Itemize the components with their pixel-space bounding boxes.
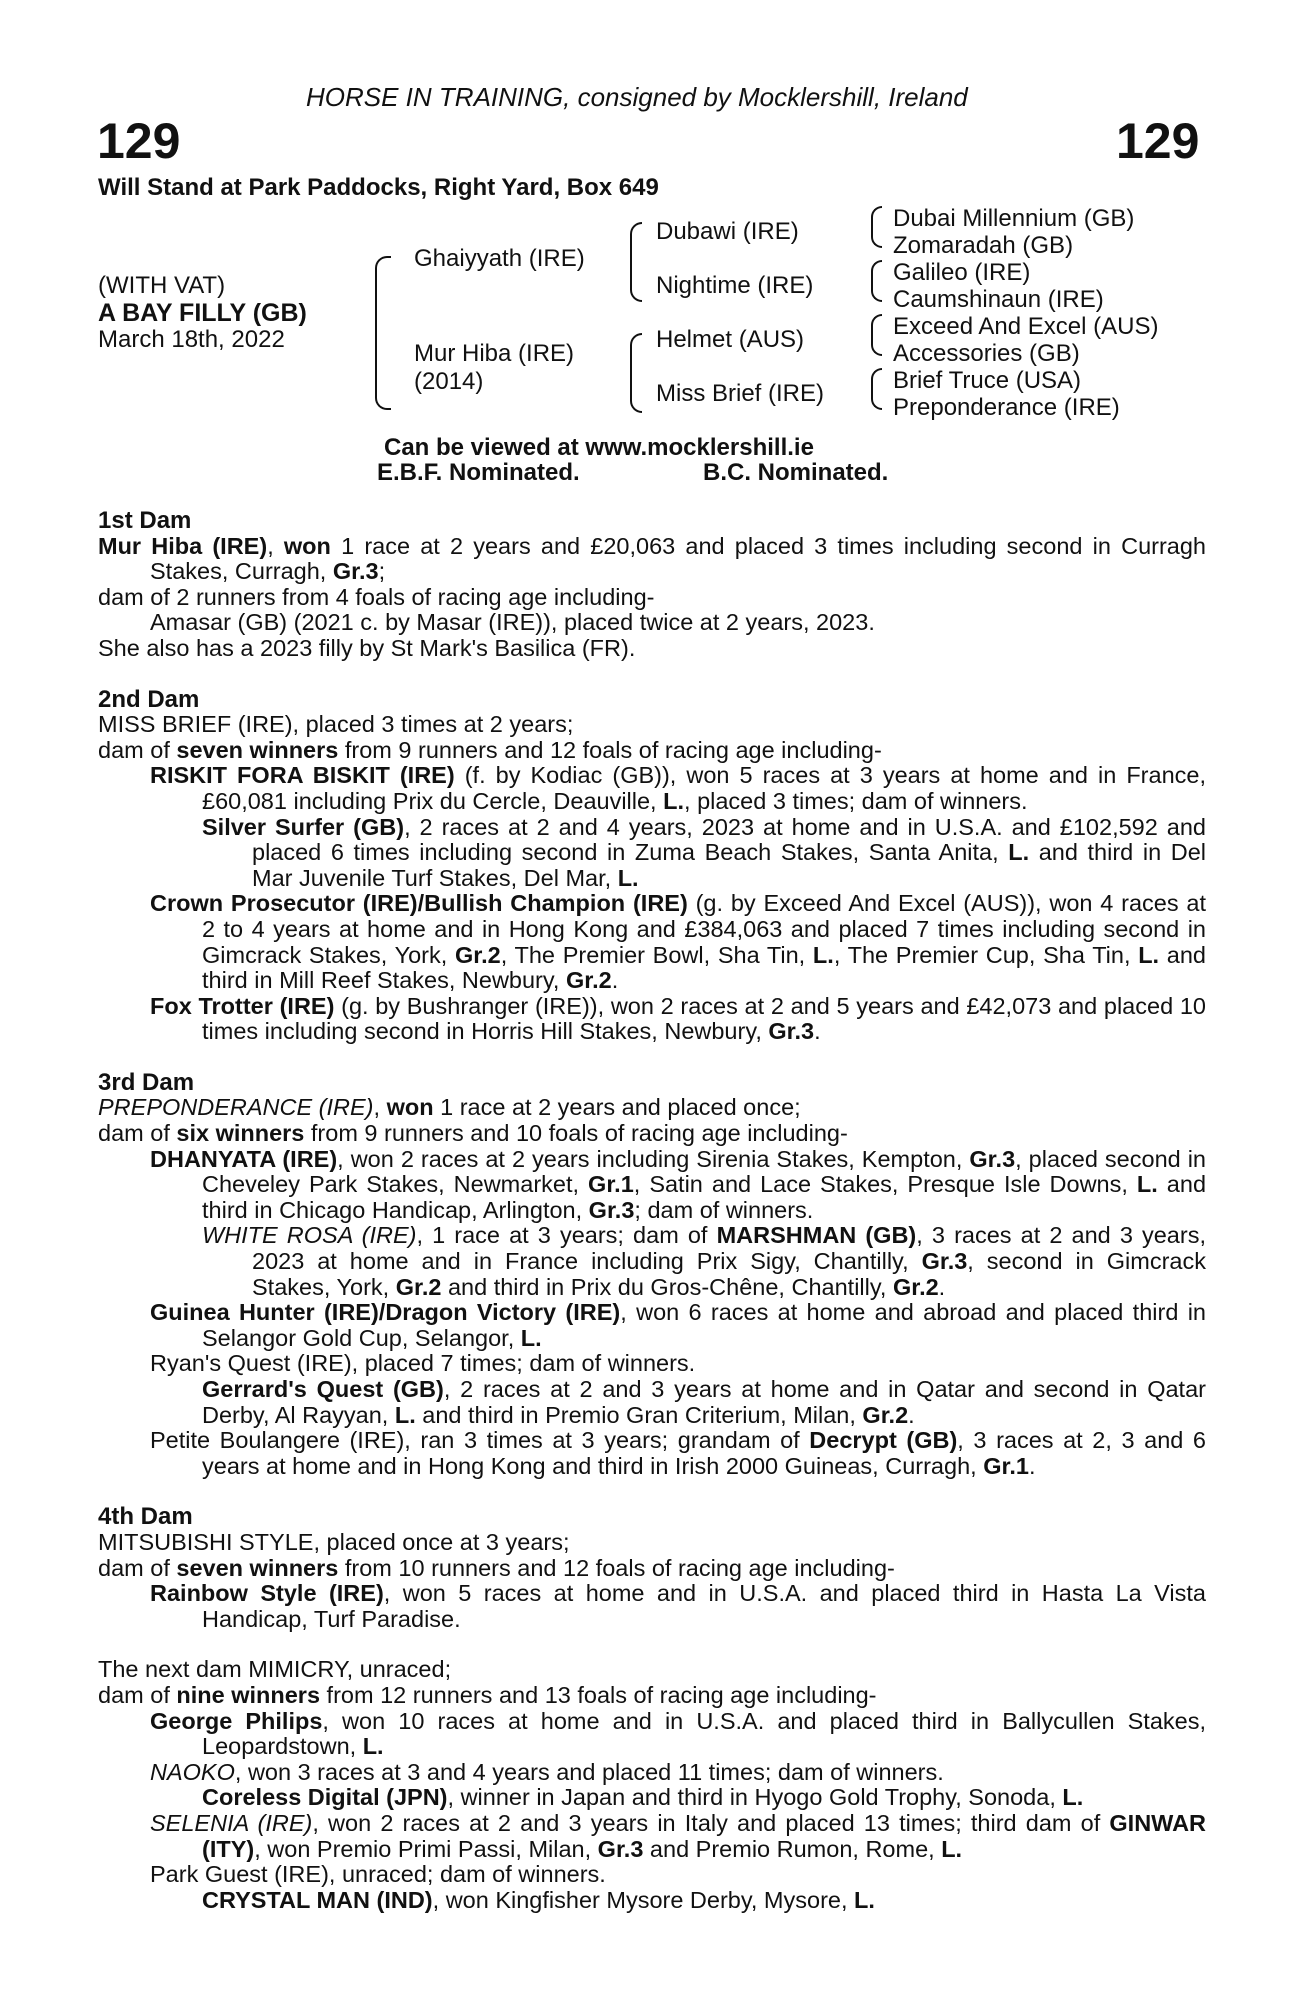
pedigree-brace-bottom [375,338,391,410]
dam1-grade: Gr.3 [332,558,379,585]
dam2-dam-of-c: from 9 runners and 12 foals of racing age including- [338,736,882,763]
vat-label: (WITH VAT) [98,272,226,299]
lot-number-left: 129 [97,113,181,169]
dhanyata-t5: ; dam of winners. [634,1196,814,1223]
rosa-name: WHITE ROSA (IRE) [202,1222,417,1249]
rosa-t1: , 1 race at 3 years; dam of [416,1222,717,1249]
silver-l2: L. [617,864,639,891]
marsh-t3: and third in Prix du Gros-Chêne, Chantilly, [441,1273,893,1300]
ss-dam: Zomaradah (GB) [893,232,1074,259]
brace-3-1b [871,228,882,248]
marsh-name: MARSHMAN (GB) [716,1222,917,1249]
petite-t3: . [1028,1452,1036,1479]
dam3-produce-rosa [98,1223,1206,1300]
dam3-dam-of [98,1121,1206,1147]
brace-3-3b [871,336,882,356]
riskit-t1: (f. by Kodiac (GB)), won 5 races at 3 years at home and in France, £60,081 including Prix du Cercle, Deauville, [202,762,1206,814]
ds-sire: Exceed And Excel (AUS) [893,313,1159,340]
dam1-name: Mur Hiba (IRE) [98,532,268,559]
catalogue-header: HORSE IN TRAINING, consigned by Mocklershill, Ireland [306,82,968,112]
dam2-produce-fox [98,994,1206,1045]
dhanyata-t1: , won 2 races at 2 years including Sirenia Stakes, Kempton, [337,1145,970,1172]
brace-3-4b [871,390,882,410]
dam1-heading: 1st Dam [98,507,192,534]
dam3-produce-dhanyata [98,1147,1206,1224]
brace-3-2a [871,260,882,284]
crown-gr2: Gr.2 [565,967,612,994]
dam3-heading: 3rd Dam [98,1068,195,1096]
silver-t2: and third in Del Mar Juvenile Turf Stakes, Del Mar, [252,839,1206,891]
dhanyata-t3: , Satin and Lace Stakes, Presque Isle Downs, [633,1171,1137,1198]
dam-sire: Helmet (AUS) [656,326,805,353]
marsh-g1: Gr.3 [921,1248,968,1275]
horse-name: A BAY FILLY (GB) [98,299,307,327]
crystal-l: L. [854,1886,875,1913]
nextdam-winners: nine winners [176,1681,321,1708]
gerrard-l: L. [394,1401,416,1428]
gerrard-g: Gr.2 [862,1401,909,1428]
dhanyata-t4: and third in Chicago Handicap, Arlington, [202,1171,1207,1223]
fox-t2: . [814,1018,821,1045]
sire-sire: Dubawi (IRE) [656,218,799,245]
dam1-also: She also has a 2023 filly by St Mark's Basilica (FR). [98,634,636,661]
gerrard-t1: , 2 races at 2 and 3 years at home and in Qatar and second in Qatar Derby, Al Rayyan, [202,1376,1206,1428]
dam3-produce-gerrard [98,1377,1206,1428]
dam3-winners: six winners [176,1120,305,1147]
dhanyata-g2: Gr.1 [588,1171,634,1198]
petite-g: Gr.1 [983,1452,1029,1479]
dam3-produce-ryan: Ryan's Quest (IRE), placed 7 times; dam of winners. [150,1350,696,1377]
dam4-heading: 4th Dam [98,1503,193,1531]
nextdam-dam-of-a: dam of [98,1681,177,1708]
ds-dam: Accessories (GB) [893,340,1080,367]
crown-gr1: Gr.2 [454,941,501,968]
dam-records [98,508,1206,1913]
dam-year: (2014) [414,368,484,395]
ebf-note: E.B.F. Nominated. [377,459,580,486]
sire-dam: Nightime (IRE) [656,272,814,299]
ss-sire: Dubai Millennium (GB) [893,205,1135,232]
dam1-record: Mur Hiba (IRE), won 1 race at 2 years and £20,063 and placed 3 times including second in Curragh Stakes, Curragh, Gr.3; [98,532,1207,585]
gerrard-t2: and third in Premio Gran Criterium, Milan, [415,1401,863,1428]
dam4-winners: seven winners [176,1554,339,1581]
dd-sire: Brief Truce (USA) [893,367,1082,394]
george-name: George Philips [150,1707,323,1734]
dam2-dam-of-a: dam of [98,736,177,763]
naoko-t1: , won 3 races at 3 and 4 years and placed 11 times; dam of winners. [234,1758,944,1785]
dam3-won: won [386,1094,434,1121]
dam3-dam-of-c: from 9 runners and 10 foals of racing age including- [304,1120,848,1147]
dam1-dam-of: dam of 2 runners from 4 foals of racing age including- [98,583,655,610]
riskit-l: L. [663,787,685,814]
crown-t2: , The Premier Bowl, Sha Tin, [500,941,813,968]
crown-t4: and third in Mill Reef Stakes, Newbury, [202,941,1207,994]
coreless-l: L. [1062,1784,1084,1811]
petite-t1: Petite Boulangere (IRE), ran 3 times at 3 years; grandam of [150,1427,810,1454]
sd-sire: Galileo (IRE) [893,259,1031,286]
marsh-t2: , second in Gimcrack Stakes, York, [252,1248,1207,1300]
dam2-heading: 2nd Dam [98,685,200,713]
dam2-desc: MISS BRIEF (IRE), placed 3 times at 2 years; [98,711,574,738]
brace-3-1a [871,206,882,230]
riskit-name: RISKIT FORA BISKIT (IRE) [150,762,455,789]
bc-note: B.C. Nominated. [703,459,889,486]
dam1-text-end: ; [378,558,386,585]
sd-dam: Caumshinaun (IRE) [893,286,1104,313]
dam2-produce-riskit [98,763,1206,814]
dam2-produce-crown [98,891,1206,993]
dam2-winners: seven winners [176,736,339,763]
dam1-won: won [283,532,331,559]
crystal-t1: , won Kingfisher Mysore Derby, Mysore, [432,1886,855,1913]
dam3-name: PREPONDERANCE (IRE) [98,1094,374,1121]
crystal-name: CRYSTAL MAN (IND) [202,1886,433,1913]
fox-t1: (g. by Bushranger (IRE)), won 2 races at 2 and 5 years and £42,073 and placed 10 times including second in Horris Hill Stakes, Newbury, [202,992,1206,1045]
dam4-desc: MITSUBISHI STYLE, placed once at 3 years; [98,1528,570,1555]
gerrard-name: Gerrard's Quest (GB) [202,1376,444,1402]
decrypt-name: Decrypt (GB) [809,1427,958,1454]
lot-number-right: 129 [1116,113,1200,169]
dam4-produce-rainbow [98,1581,1206,1632]
ginwar-name: GINWAR (ITY) [202,1809,1207,1862]
sire-line-brace-bottom [630,268,642,302]
ginwar-t2: and Premio Rumon, Rome, [643,1835,942,1862]
dam4-dam-of-c: from 10 runners and 12 foals of racing age including- [338,1554,895,1581]
marsh-g2: Gr.2 [395,1273,442,1300]
dam3-produce-guinea [98,1300,1206,1351]
selenia-name: SELENIA (IRE) [150,1809,313,1836]
dam4-dam-of-a: dam of [98,1554,177,1581]
nextdam-produce-naoko [98,1760,1206,1786]
dd-dam: Preponderance (IRE) [893,394,1120,421]
rainbow-t1: , won 5 races at home and in U.S.A. and placed third in Hasta La Vista Handicap, Turf Paradise. [202,1580,1207,1632]
nextdam-produce-park: Park Guest (IRE), unraced; dam of winners. [150,1861,606,1888]
dam-dam: Miss Brief (IRE) [656,380,824,407]
rainbow-name: Rainbow Style (IRE) [150,1580,384,1607]
crown-t5: . [611,967,619,994]
foaling-date: March 18th, 2022 [98,326,285,353]
nextdam-desc: The next dam MIMICRY, unraced; [98,1656,452,1683]
brace-3-3a [871,314,882,338]
silver-t1: , 2 races at 2 and 4 years, 2023 at home and in U.S.A. and £102,592 and placed 6 times including second in Zuma Beach Stakes, Santa Anita, [252,813,1206,866]
silver-name: Silver Surfer (GB) [202,813,405,840]
fox-name: Fox Trotter (IRE) [150,992,335,1019]
crown-t3: , The Premier Cup, Sha Tin, [833,941,1139,968]
coreless-name: Coreless Digital (JPN) [202,1784,448,1811]
gerrard-t3: . [908,1401,915,1428]
viewing-note: Can be viewed at www.mocklershill.ie [384,434,814,461]
coreless-t1: , winner in Japan and third in Hyogo Gold Trophy, Sonoda, [447,1784,1063,1811]
dhanyata-l: L. [1136,1171,1158,1198]
dhanyata-g1: Gr.3 [969,1145,1016,1172]
george-t1: , won 10 races at home and in U.S.A. and placed third in Ballycullen Stakes, Leopardstown, [202,1707,1206,1760]
crown-t1: (g. by Exceed And Excel (AUS)), won 4 races at 2 to 4 years at home and in Hong Kong and £384,063 and placed 7 times including second in Gimcrack Stakes, York, [202,890,1207,968]
dam3-dam-of-a: dam of [98,1120,177,1147]
brace-3-4a [871,368,882,392]
crown-l2: L. [1138,941,1160,968]
fox-gr: Gr.3 [768,1018,815,1045]
selenia-t1: , won 2 races at 2 and 3 years in Italy and placed 13 times; third dam of [312,1809,1110,1836]
guinea-t1: , won 6 races at home and abroad and placed third in Selangor Gold Cup, Selangor, [202,1299,1206,1351]
nextdam-produce-selenia [98,1811,1206,1862]
brace-3-2b [871,282,882,302]
dam2-produce-silver [98,815,1206,892]
dhanyata-name: DHANYATA (IRE) [150,1145,338,1172]
nextdam-produce-coreless [98,1785,1206,1811]
ginwar-t1: , won Premio Primi Passi, Milan, [254,1835,598,1862]
guinea-name: Guinea Hunter (IRE)/Dragon Victory (IRE) [150,1299,621,1326]
dam4-dam-of [98,1556,1206,1582]
marsh-t1: , 3 races at 2 and 3 years, 2023 at home and in France including Prix Sigy, Chantilly, [252,1222,1206,1275]
pedigree-brace-top [375,256,391,340]
sire-name: Ghaiyyath (IRE) [414,245,585,272]
ginwar-g: Gr.3 [597,1835,644,1862]
dam1-produce-amasar: Amasar (GB) (2021 c. by Masar (IRE)), placed twice at 2 years, 2023. [150,609,875,636]
nextdam-produce-crystal [98,1888,1206,1914]
dhanyata-t2: , placed second in Cheveley Park Stakes, Newmarket, [202,1145,1207,1198]
naoko-name: NAOKO [150,1758,235,1785]
dam-line-brace-bottom [630,378,642,413]
dam2-dam-of [98,738,1206,764]
dam3-t1: 1 race at 2 years and placed once; [433,1094,801,1121]
dam3-desc [98,1095,1206,1121]
dam3-sep: , [373,1094,387,1121]
nextdam-produce-george [98,1709,1206,1760]
ginwar-l: L. [941,1835,963,1862]
dam-name: Mur Hiba (IRE) [414,340,575,367]
dhanyata-g3: Gr.3 [588,1196,635,1223]
petite-t2: , 3 races at 2, 3 and 6 years at home and in Hong Kong and third in Irish 2000 Guineas, Curragh, [202,1427,1207,1479]
nextdam-dam-of-c: from 12 runners and 13 foals of racing age including- [320,1681,877,1708]
riskit-t2: , placed 3 times; dam of winners. [684,787,1028,814]
silver-l1: L. [1008,839,1030,866]
dam-line-brace-top [630,333,642,380]
george-l: L. [362,1733,384,1760]
dam3-produce-petite [98,1428,1206,1479]
marsh-g3: Gr.2 [892,1273,939,1300]
stable-location: Will Stand at Park Paddocks, Right Yard, Box 649 [98,174,659,201]
sire-line-brace-top [630,222,642,270]
marsh-t4: . [938,1273,946,1300]
nextdam-dam-of [98,1683,1206,1709]
crown-name: Crown Prosecutor (IRE)/Bullish Champion (IRE) [150,890,688,917]
dam1-text: 1 race at 2 years and £20,063 and placed 3 times including second in Curragh Stakes, Curragh, [150,532,1207,585]
crown-l1: L. [812,941,834,968]
guinea-l: L. [520,1324,542,1351]
